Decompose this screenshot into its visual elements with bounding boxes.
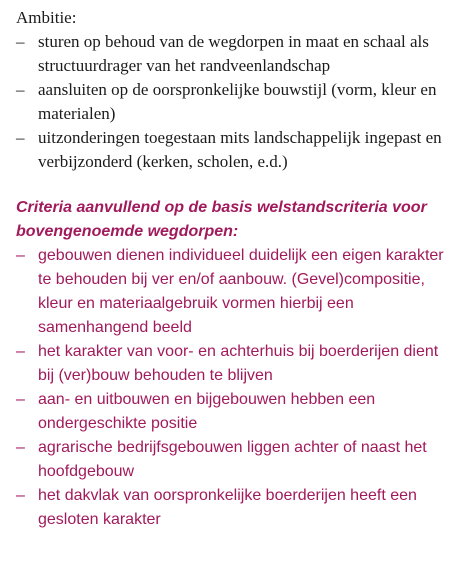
list-item-text: aansluiten op de oorspronkelijke bouwstijl (vorm, kleur en materialen) bbox=[38, 80, 437, 123]
list-item-text: het dakvlak van oorspronkelijke boerderijen heeft een gesloten karakter bbox=[38, 487, 417, 528]
list-item bbox=[16, 484, 454, 532]
ambitie-heading: Ambitie: bbox=[16, 8, 77, 27]
list-item-text: gebouwen dienen individueel duidelijk een eigen karakter te behouden bij ver en/of aanbouw. (Gevel)compositie, kleur en materiaalgebruik vormen hierbij een samenhangend beeld bbox=[38, 247, 444, 336]
list-item bbox=[16, 388, 454, 436]
list-item bbox=[16, 244, 454, 340]
ambitie-list bbox=[16, 30, 454, 174]
dash-bullet: – bbox=[16, 128, 25, 147]
list-item-text: aan- en uitbouwen en bijgebouwen hebben een ondergeschikte positie bbox=[38, 391, 376, 432]
dash-bullet: – bbox=[16, 439, 25, 456]
list-item-text: agrarische bedrijfsgebouwen liggen achter of naast het hoofdgebouw bbox=[38, 439, 427, 480]
ambitie-section bbox=[16, 6, 454, 174]
list-item bbox=[16, 340, 454, 388]
dash-bullet: – bbox=[16, 487, 25, 504]
dash-bullet: – bbox=[16, 391, 25, 408]
dash-bullet: – bbox=[16, 32, 25, 51]
list-item-text: uitzonderingen toegestaan mits landschappelijk ingepast en verbijzonderd (kerken, scholen, e.d.) bbox=[38, 128, 442, 171]
list-item bbox=[16, 30, 454, 78]
criteria-list bbox=[16, 244, 454, 532]
dash-bullet: – bbox=[16, 247, 25, 264]
dash-bullet: – bbox=[16, 80, 25, 99]
list-item bbox=[16, 78, 454, 126]
list-item bbox=[16, 126, 454, 174]
criteria-heading: Criteria aanvullend op de basis welstandscriteria voor bovengenoemde wegdorpen: bbox=[16, 199, 427, 240]
criteria-section bbox=[16, 196, 454, 532]
list-item bbox=[16, 436, 454, 484]
list-item-text: sturen op behoud van de wegdorpen in maat en schaal als structuurdrager van het randveenlandschap bbox=[38, 32, 429, 75]
dash-bullet: – bbox=[16, 343, 25, 360]
list-item-text: het karakter van voor- en achterhuis bij boerderijen dient bij (ver)bouw behouden te blijven bbox=[38, 343, 439, 384]
